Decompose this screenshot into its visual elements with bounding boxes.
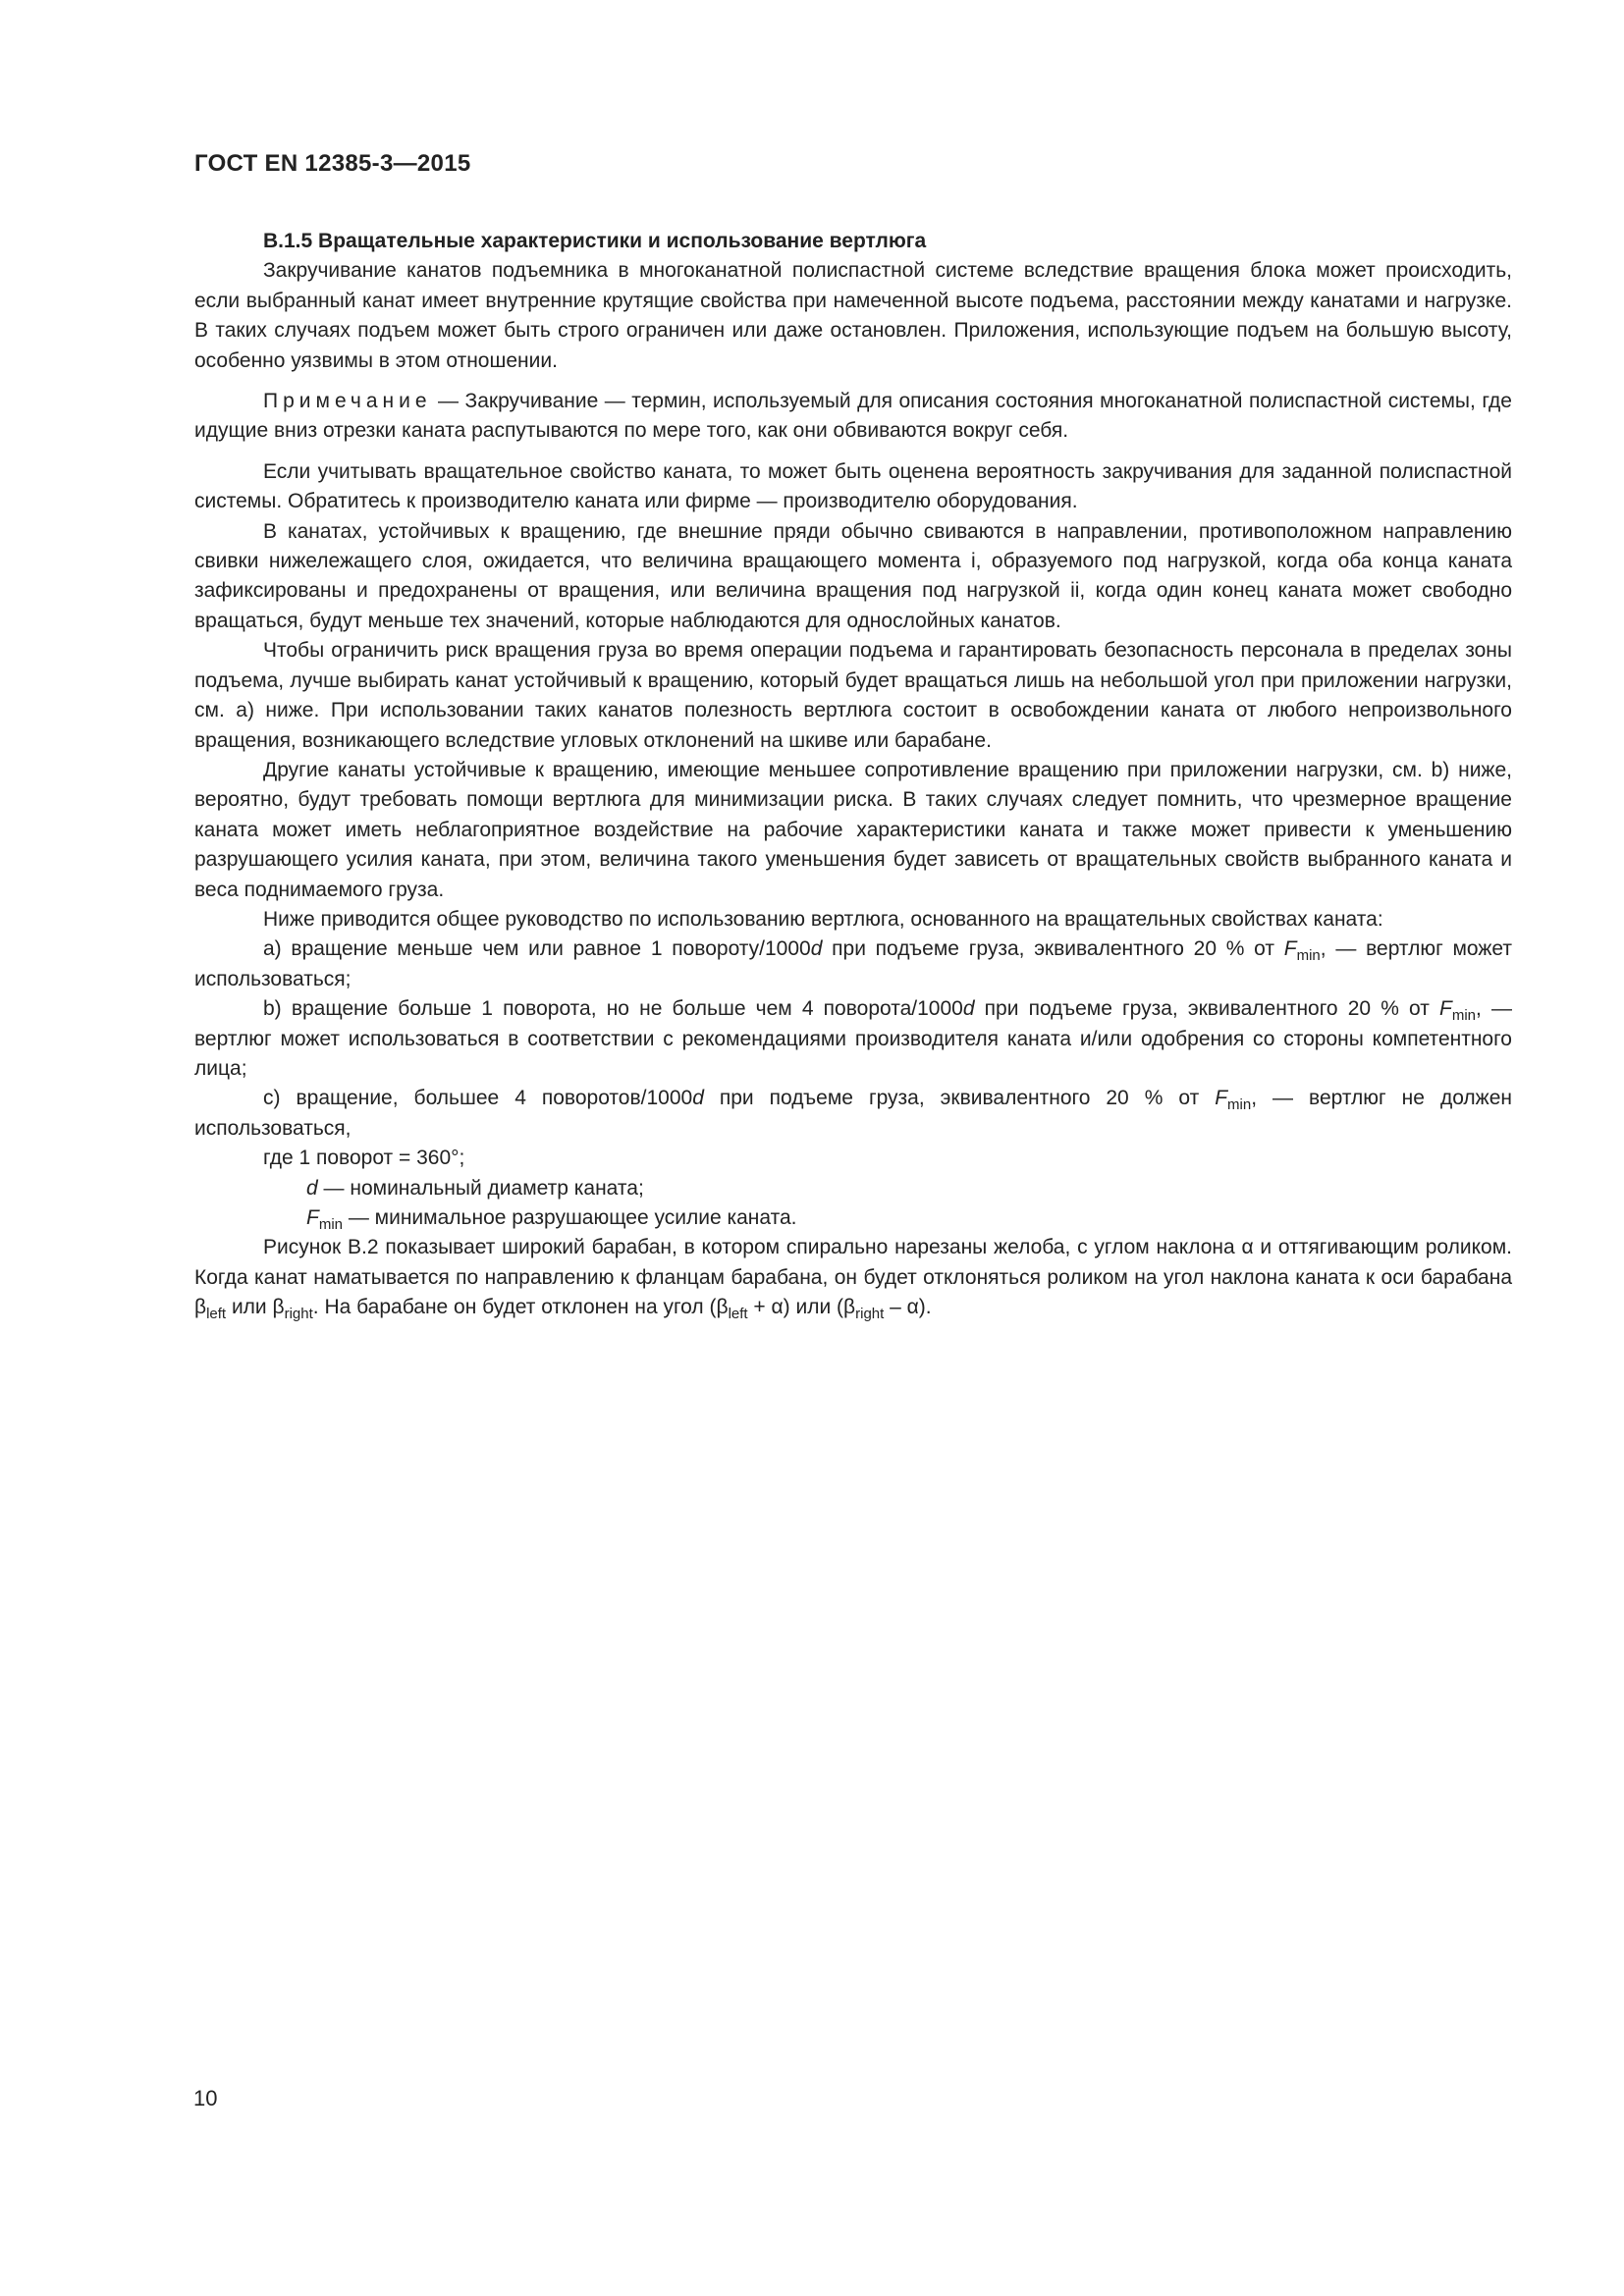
list-item-a: a) вращение меньше чем или равное 1 повороту/1000d при подъеме груза, эквивалентного 20 % от $F_{min}$, — вертлюг может использоваться;: [194, 937, 1513, 990]
paragraph-rotation-property: Если учитывать вращательное свойство каната, то может быть оценена вероятность закручивания для заданной полиспастной системы. Обратитесь к производителю каната или фирме — производителю оборудования.: [194, 459, 1512, 513]
note-label: Примечание: [263, 390, 432, 413]
definition-where: где 1 поворот = 360°;: [263, 1147, 465, 1170]
document-header: ГОСТ EN 12385-3—2015: [194, 150, 471, 177]
paragraph-rotation-resistant: В канатах, устойчивых к вращению, где внешние пряди обычно свиваются в направлении, противоположном направлению свивки нижележащего слоя, ожидается, что величина вращающего момента i, образуемого под нагрузкой, когда оба конца каната зафиксированы и предохранены от вращения, или величина вращения под нагрузкой ii, когда один конец каната может свободно вращаться, будут меньше тех значений, которые наблюдаются для однослойных канатов.: [194, 519, 1512, 632]
paragraph-figure-b2: Рисунок B.2 показывает широкий барабан, в котором спирально нарезаны желоба, с углом наклона α и оттягивающим роликом. Когда канат наматывается по направлению к фланцам барабана, он будет отклоняться роликом на угол наклона каната к оси барабана $\beta_{left}$ или $\beta_{right}$. На барабане он будет отклонен на угол $(\beta_{left} + \alpha)$ или $(\beta_{right} - \alpha)$.: [194, 1236, 1512, 1323]
note: [194, 387, 1512, 447]
paragraph-limit-risk: Чтобы ограничить риск вращения груза во время операции подъема и гарантировать безопасность персонала в пределах зоны подъема, лучше выбирать канат устойчивый к вращению, который будет вращаться лишь на небольшой угол при приложении нагрузки, см. a) ниже. При использовании таких канатов полезность вертлюга состоит в освобождении каната от любого непроизвольного вращения, возникающего вследствие угловых отклонений на шкиве или барабане.: [194, 639, 1512, 752]
paragraph-twisting: Закручивание канатов подъемника в многоканатной полиспастной системе вследствие вращения блока может происходить, если выбранный канат имеет внутренние крутящие свойства при намеченной высоте подъема, расстоянии между канатами и нагрузке. В таких случаях подъем может быть строго ограничен или даже остановлен. Приложения, использующие подъем на большую высоту, особенно уязвимы в этом отношении.: [194, 259, 1512, 372]
list-item-b: b) вращение больше 1 поворота, но не больше чем 4 поворота/1000d при подъеме груза, эквивалентного 20 % от $F_{min}$, — вертлюг может использоваться в соответствии с рекомендациями производителя каната и/или одобрения со стороны компетентного лица;: [194, 997, 1513, 1080]
section-title: B.1.5 Вращательные характеристики и использование вертлюга: [263, 230, 927, 252]
list-item-c: c) вращение, большее 4 поворотов/1000d при подъеме груза, эквивалентного 20 % от $F_{min}$, — вертлюг не должен использоваться,: [194, 1087, 1512, 1140]
paragraph-guidance: Ниже приводится общее руководство по использованию вертлюга, основанного на вращательных свойствах каната:: [263, 907, 1383, 931]
definition-d: d — номинальный диаметр каната;: [306, 1176, 644, 1200]
definition-fmin: $F_{min}$ — минимальное разрушающее усилие каната.: [306, 1206, 797, 1233]
note-text: — Закручивание — термин, используемый для описания состояния многоканатной полиспастной системы, где идущие вниз отрезки каната распутываются по мере того, как они обвиваются вокруг себя.: [194, 390, 1512, 443]
page-number: 10: [193, 2086, 218, 2110]
paragraph-other-ropes: Другие канаты устойчивые к вращению, имеющие меньшее сопротивление вращению при приложении нагрузки, см. b) ниже, вероятно, будут требовать помощи вертлюга для минимизации риска. В таких случаях следует помнить, что чрезмерное вращение каната может иметь неблагоприятное воздействие на рабочие характеристики каната и также может привести к уменьшению разрушающего усилия каната, при этом, величина такого уменьшения будет зависеть от вращательных свойств выбранного каната и веса поднимаемого груза.: [194, 758, 1512, 901]
document-body: [194, 227, 1512, 1323]
